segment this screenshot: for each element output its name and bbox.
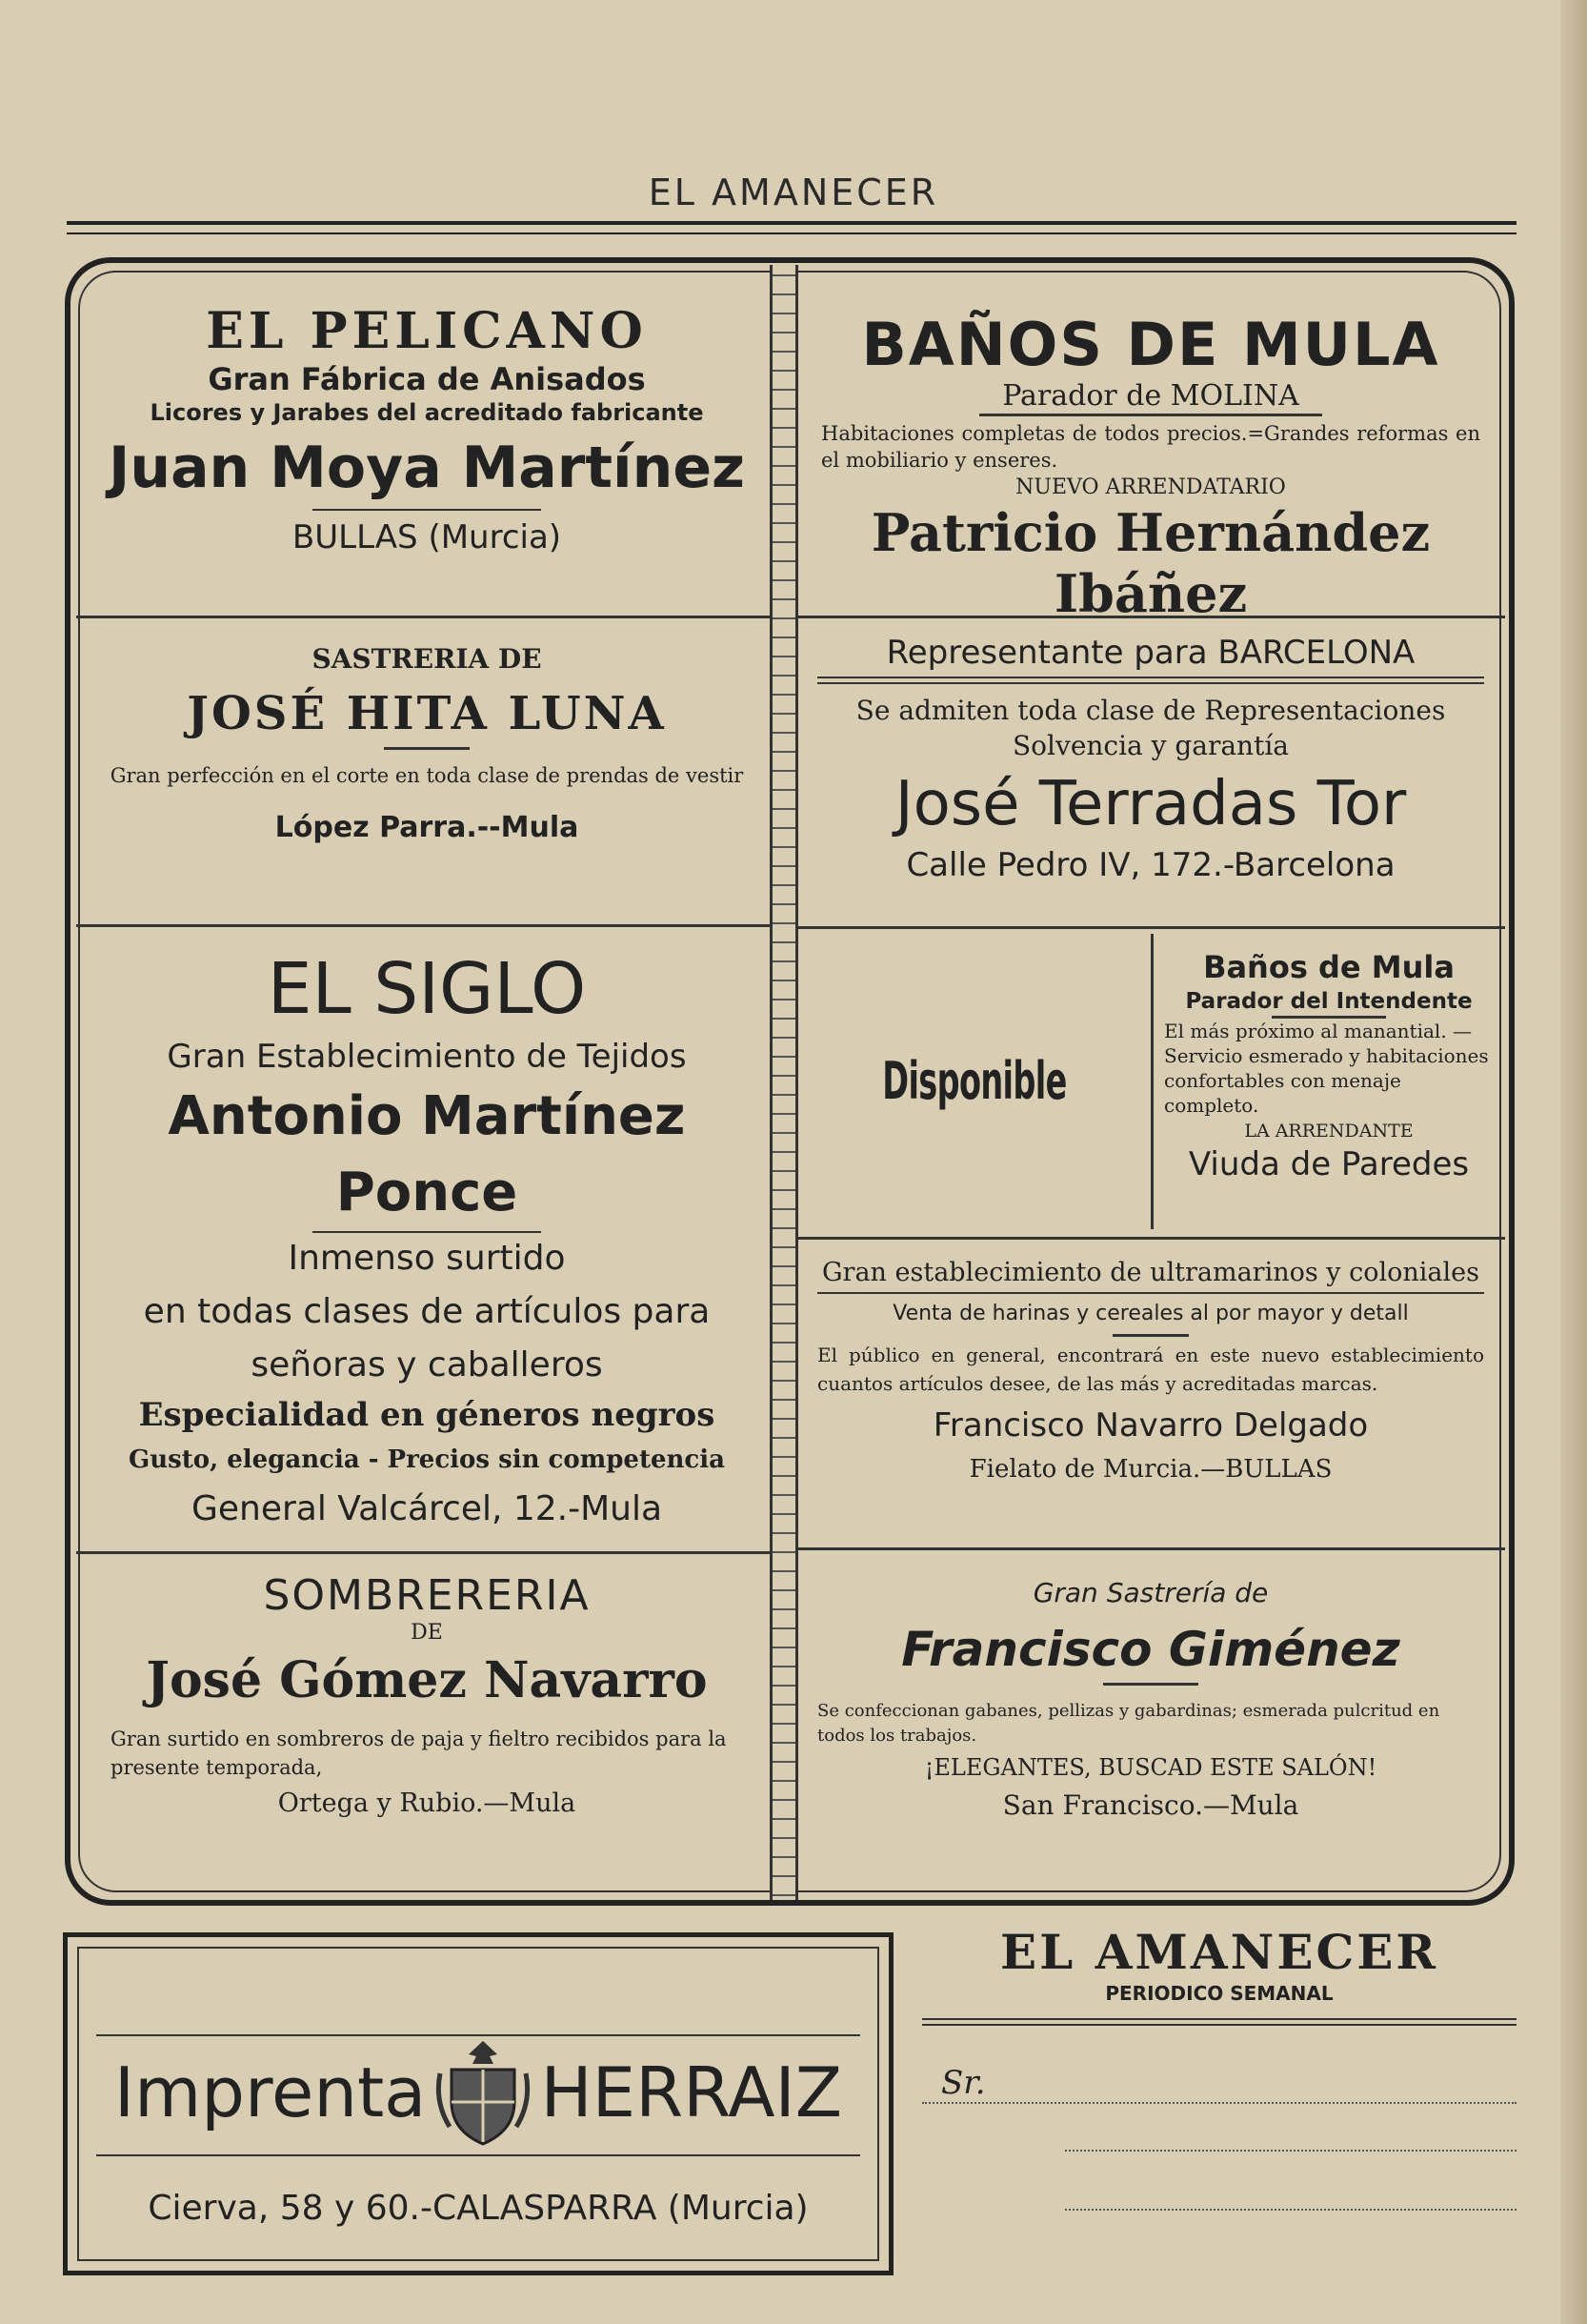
header-rule (67, 221, 1517, 234)
double-rule (817, 677, 1484, 684)
ad-text: Solvencia y garantía (1013, 730, 1289, 761)
ad-imprenta (63, 1932, 894, 2275)
ad-place: Fielato de Murcia.—BULLAS (969, 1455, 1333, 1484)
ad-subtitle: Licores y Jarabes del acreditado fabricante (150, 399, 704, 426)
ad-owner: Patricio Hernández Ibáñez (871, 502, 1431, 624)
running-title: EL AMANECER (648, 172, 939, 213)
ad-title: José Gómez Navarro (146, 1651, 708, 1709)
ad-sastreria-hita (86, 638, 768, 920)
ad-place: Ortega y Rubio.—Mula (277, 1788, 576, 1818)
imprenta-name-row (87, 2031, 870, 2154)
ad-text: Venta de harinas y cereales al por mayor y detall (893, 1302, 1409, 1325)
ad-owner: José Terradas Tor (894, 769, 1407, 839)
ad-place: López Parra.--Mula (274, 811, 579, 844)
ad-subtitle: Parador de MOLINA (1002, 379, 1299, 413)
rule (1103, 1683, 1198, 1686)
ad-owner: Juan Moya Martínez (109, 434, 745, 501)
ad-title: EL PELICANO (206, 302, 648, 360)
ad-text: Inmenso surtido (288, 1239, 566, 1278)
ad-sombrereria (86, 1570, 768, 1856)
salutation: Sr. (941, 2064, 986, 2102)
ornament-rule (312, 509, 541, 511)
ad-disponible-text: Disponible (882, 1051, 1067, 1111)
ad-banos-intendente (1158, 947, 1499, 1229)
subscription-line (1065, 2209, 1517, 2211)
ornament-rule (312, 1231, 541, 1233)
ad-owner: Antonio Martínez Ponce (168, 1085, 686, 1223)
ad-label: LA ARRENDANTE (1244, 1121, 1414, 1142)
ad-title: Baños de Mula (1203, 949, 1455, 985)
row-separator (76, 1551, 772, 1554)
ad-text: El público en general, encontrará en este nuevo establecimiento cuantos artículos desee, de las más y acreditadas marcas. (817, 1344, 1484, 1395)
ad-subtitle: Parador del Intendente (1185, 989, 1473, 1014)
imprenta-rule (96, 2154, 860, 2156)
ad-title: Francisco Giménez (901, 1622, 1400, 1677)
row-separator (798, 1547, 1505, 1550)
ad-heading: Gran Sastrería de (1033, 1577, 1269, 1608)
ad-text: en todas clases de artículos para (143, 1292, 711, 1331)
ad-subtitle: Gran Establecimiento de Tejidos (167, 1038, 687, 1076)
ad-address: Calle Pedro IV, 172.-Barcelona (906, 846, 1396, 884)
subscription-line (922, 2064, 1517, 2104)
ad-owner: Viuda de Paredes (1188, 1145, 1470, 1183)
coat-of-arms-icon (431, 2035, 535, 2150)
ad-text: Habitaciones completas de todos precios.=Grandes reformas en el mobiliario y enseres. (821, 422, 1480, 472)
ad-heading: SASTRERIA DE (311, 643, 542, 675)
ad-tagline: Gusto, elegancia - Precios sin competencia (129, 1445, 725, 1474)
ad-el-pelicano (86, 303, 768, 608)
ad-label: NUEVO ARRENDATARIO (1015, 475, 1286, 499)
imprenta-left: Imprenta (113, 2052, 427, 2132)
ad-text: El más próximo al manantial. —Servicio esmerado y habitaciones confortables con menaje completo. (1164, 1020, 1489, 1117)
ad-title: BAÑOS DE MULA (861, 310, 1440, 379)
rule (1113, 1334, 1189, 1337)
ad-banos-molina (812, 310, 1490, 624)
row-separator (76, 924, 772, 927)
ad-gimenez (812, 1570, 1490, 1856)
ad-terradas (812, 629, 1490, 920)
ad-heading: SOMBRERERIA (263, 1571, 591, 1620)
ad-place: BULLAS (Murcia) (291, 518, 562, 556)
subscription-subtitle: PERIODICO SEMANAL (1105, 1982, 1334, 2005)
ad-heading: Gran establecimiento de ultramarinos y coloniales (821, 1258, 1480, 1287)
ad-text: Se admiten toda clase de Representaciones (855, 695, 1446, 726)
ad-address: General Valcárcel, 12.-Mula (191, 1489, 663, 1528)
ad-heading: Representante para BARCELONA (886, 634, 1416, 672)
ad-subtitle: Gran Fábrica de Anisados (208, 361, 646, 397)
ad-de: DE (411, 1621, 443, 1645)
ad-el-siglo (86, 943, 768, 1544)
ad-navarro (812, 1254, 1490, 1540)
subscription-rule (922, 2018, 1517, 2026)
subscription-line (1065, 2150, 1517, 2152)
ad-disponible (802, 934, 1147, 1229)
row-separator (798, 926, 1505, 929)
ad-special: Especialidad en géneros negros (138, 1396, 715, 1434)
ad-title: JOSÉ HITA LUNA (187, 687, 667, 740)
row-separator (798, 1237, 1505, 1240)
ad-title: EL SIGLO (267, 948, 587, 1030)
subscription-label (922, 1925, 1517, 2287)
subscription-title: EL AMANECER (1000, 1924, 1438, 1980)
ad-text: Gran perfección en el corte en toda clase de prendas de vestir (110, 764, 744, 787)
intendente-divider (1151, 934, 1154, 1229)
ad-slogan: ¡ELEGANTES, BUSCAD ESTE SALÓN! (924, 1754, 1377, 1781)
column-divider (770, 265, 798, 1900)
ad-text: señoras y caballeros (251, 1345, 603, 1384)
imprenta-right: HERRAIZ (540, 2052, 843, 2132)
ad-text: Gran surtido en sombreros de paja y fieltro recibidos para la presente temporada, (110, 1728, 727, 1779)
imprenta-address: Cierva, 58 y 60.-CALASPARRA (Murcia) (148, 2189, 809, 2228)
page-edge (1560, 0, 1587, 2324)
ad-text: Se confeccionan gabanes, pellizas y gabardinas; esmerada pulcritud en todos los trabajos. (817, 1701, 1440, 1746)
ad-owner: Francisco Navarro Delgado (933, 1406, 1369, 1445)
ad-place: San Francisco.—Mula (1002, 1789, 1299, 1821)
row-separator (76, 616, 772, 618)
